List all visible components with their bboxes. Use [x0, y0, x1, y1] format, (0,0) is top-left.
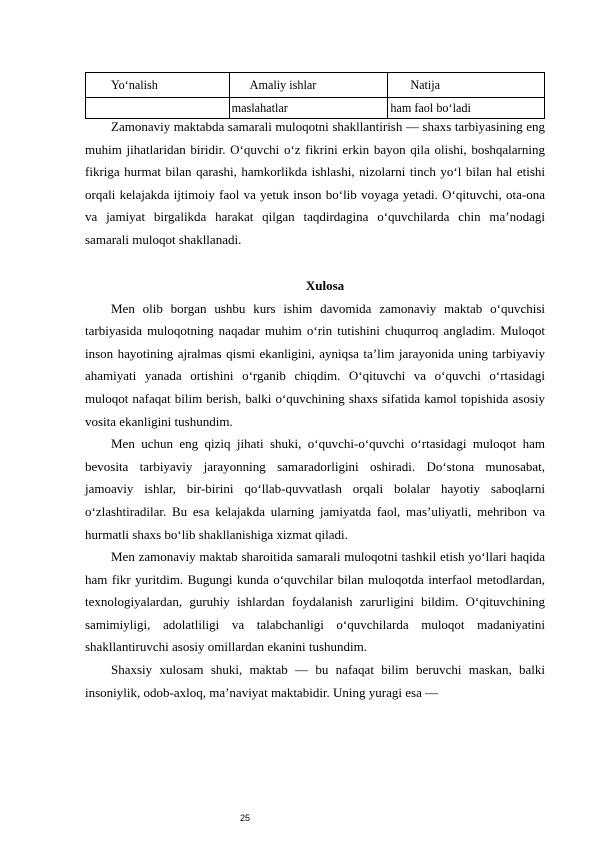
body-paragraph: Shaxsiy xulosam shuki, maktab — bu nafaqat bilim beruvchi maskan, balki insoniylik, odob-axloq, ma’naviyat maktabidir. Uning yuragi esa —	[85, 662, 545, 700]
table-header-cell: Natija	[388, 73, 545, 98]
table-header-row	[86, 73, 545, 98]
body-paragraph: Zamonaviy maktabda samarali muloqotni shakllantirish — shaxs tarbiyasining eng muhim jihatlaridan biridir. O‘quvchi o‘z fikrini erkin bayon qila olishi, boshqalarning fikriga hurmat bilan qarashi, hamkorlikda ishlashi, nizolarni tinch yo‘l bilan hal etishi orqali kelajakda ijtimoiy faol va yetuk inson bo‘lib voyaga yetadi. O‘qituvchi, ota-ona va jamiyat birgalikda harakat qilgan taqdirdagina o‘quvchilarda chin ma’nodagi samarali muloqot shakllanadi.	[85, 119, 545, 247]
body-paragraph: Men olib borgan ushbu kurs ishim davomida zamonaviy maktab o‘quvchisi tarbiyasida muloqotning naqadar muhim o‘rin tutishini chuqurroq angladim. Muloqot inson hayotining ajralmas qismi ekanligini, ayniqsa ta’lim jarayonida uning tarbiyaviy ahamiyati yanada ortishini o‘rganib chiqdim. O‘qituvchi va o‘quvchi o‘rtasidagi muloqot nafaqat bilim berish, balki o‘quvchining shaxs sifatida kamol topishida asosiy vosita ekanligini tushundim.	[85, 300, 545, 429]
summary-table	[85, 72, 545, 119]
table-header-cell: Amaliy ishlar	[229, 73, 388, 98]
page-number: 25	[239, 813, 250, 823]
body-paragraph: Men zamonaviy maktab sharoitida samarali muloqotni tashkil etish yo‘llari haqida ham fikr yuritdim. Bugungi kunda o‘quvchilar bilan muloqotda interfaol metodlardan, texnologiyalardan, guruhiy ishlardan foydalanish zarurligini bildim. O‘qituvchining samimiyligi, adolatliligi va talabchanligi o‘quvchilarda muloqot madaniyatini shakllantiruvchi asosiy omillardan ekanini tushundim.	[85, 549, 545, 655]
table-header-cell: Yo‘nalish	[86, 73, 230, 98]
section-heading: Xulosa	[305, 277, 345, 293]
table-cell: maslahatlar	[229, 98, 388, 119]
document-body	[85, 116, 545, 704]
body-paragraph: Men uchun eng qiziq jihati shuki, o‘quvchi-o‘quvchi o‘rtasidagi muloqot ham bevosita tarbiyaviy jarayonning samaradorligini oshiradi. Do‘stona munosabat, jamoaviy ishlar, bir-birini qo‘llab-quvvatlash orqali bolalar hayotiy saboqlarni o‘zlashtiradilar. Bu esa kelajakda ularning jamiyatda faol, mas’uliyatli, mehribon va hurmatli shaxs bo‘lib shakllanishiga xizmat qiladi.	[85, 436, 545, 542]
table-cell: ham faol bo‘ladi	[388, 98, 545, 119]
